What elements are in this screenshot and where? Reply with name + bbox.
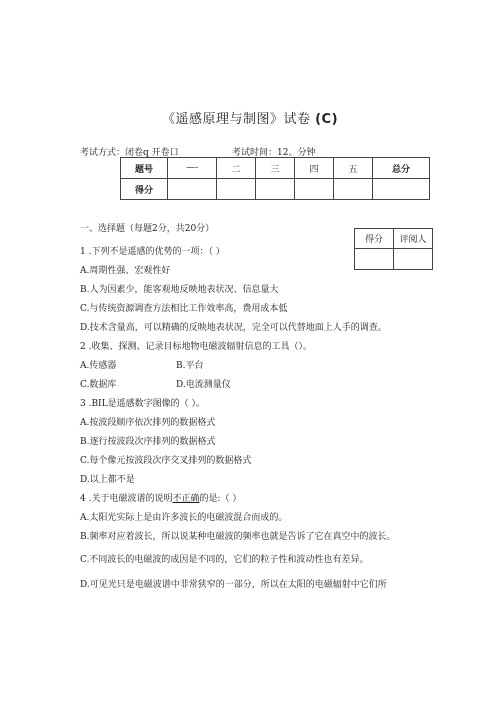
title-main: 《遥感原理与制图》试卷 xyxy=(161,112,311,127)
question-4-option-c: C.不同波长的电磁波的成因是不同的，它们的粒子性和波动性也有差异。 xyxy=(80,555,369,565)
question-2-option-b: B.平台 xyxy=(176,361,204,371)
score-input-cell[interactable] xyxy=(217,179,256,200)
grader-header-reviewer: 评阅人 xyxy=(394,229,433,249)
question-4-emphasis: 不正确 xyxy=(172,494,200,504)
score-table-header-row xyxy=(121,158,430,179)
grader-header-score: 得分 xyxy=(355,229,394,249)
question-2-options-row-2 xyxy=(80,376,438,395)
question-2-stem: 2 .收集、探测、记录目标地物电磁波辐射信息的工具（）。 xyxy=(80,342,312,352)
exam-time: 考试时间：12。分钟 xyxy=(232,148,316,158)
question-1-option-c: C.与传统资源调查方法相比工作效率高，费用成本低 xyxy=(80,304,288,314)
question-1-stem: 1 .下列不是遥感的优势的一项：（ ） xyxy=(80,247,225,257)
score-table-score-row xyxy=(121,179,430,200)
score-table xyxy=(120,157,430,200)
score-header-cell: 二 xyxy=(217,158,256,179)
section-title: 一、选择题（每题2分，共20分） xyxy=(80,224,215,234)
question-2-option-c: C.数据库 xyxy=(80,380,117,390)
score-input-cell[interactable] xyxy=(256,179,295,200)
question-1-option-b: B.人为因素少，能客观地反映地表状况、信息量大 xyxy=(80,285,279,295)
question-3-option-c: C.每个像元按波段次序交叉排列的数据格式 xyxy=(80,456,252,466)
question-3-option-b: B.逐行按波段次序排列的数据格式 xyxy=(80,437,216,447)
score-header-cell: 三 xyxy=(256,158,295,179)
questions-content xyxy=(80,220,438,595)
score-header-cell: 四 xyxy=(295,158,334,179)
score-input-cell[interactable] xyxy=(373,179,430,200)
score-input-cell[interactable] xyxy=(334,179,373,200)
exam-method: 考试方式：闭卷q 开卷口 xyxy=(80,148,179,158)
score-input-cell[interactable] xyxy=(295,179,334,200)
question-1-option-a: A.周期性强、宏观性好 xyxy=(80,266,171,276)
page-title xyxy=(0,108,500,127)
score-input-cell[interactable] xyxy=(168,179,217,200)
title-suffix: (C) xyxy=(315,112,339,127)
question-3-option-a: A.按波段顺序依次排列的数据格式 xyxy=(80,418,216,428)
question-3-option-d: D.以上都不是 xyxy=(80,475,135,485)
question-2-options-row-1 xyxy=(80,357,438,376)
question-4-option-a: A.太阳光实际上是由许多波长的电磁波混合而成的。 xyxy=(80,513,288,523)
question-1-option-d: D.技术含量高，可以精确的反映地表状况，完全可以代替地面上人手的调查。 xyxy=(80,323,387,333)
question-4-option-b: B.频率对应着波长，所以说某种电磁波的频率也就是告诉了它在真空中的波长。 xyxy=(80,532,396,542)
score-header-cell: 题号 xyxy=(121,158,168,179)
score-header-cell: —- xyxy=(168,158,217,179)
score-row-label: 得分 xyxy=(121,179,168,200)
question-3-stem: 3 .BIL是遥感数字图像的（ ）。 xyxy=(80,399,205,409)
question-2-option-d: D.电流测量仪 xyxy=(176,380,231,390)
question-4-stem: 4 .关于电磁波谱的说明不正确的是:（ ） xyxy=(80,494,242,504)
question-2-option-a: A.传感器 xyxy=(80,361,117,371)
score-header-cell: 五 xyxy=(334,158,373,179)
question-4-option-d: D.可见光只是电磁波谱中非常狭窄的一部分，所以在太阳的电磁辐射中它们所 xyxy=(80,580,387,590)
score-header-cell: 总分 xyxy=(373,158,430,179)
